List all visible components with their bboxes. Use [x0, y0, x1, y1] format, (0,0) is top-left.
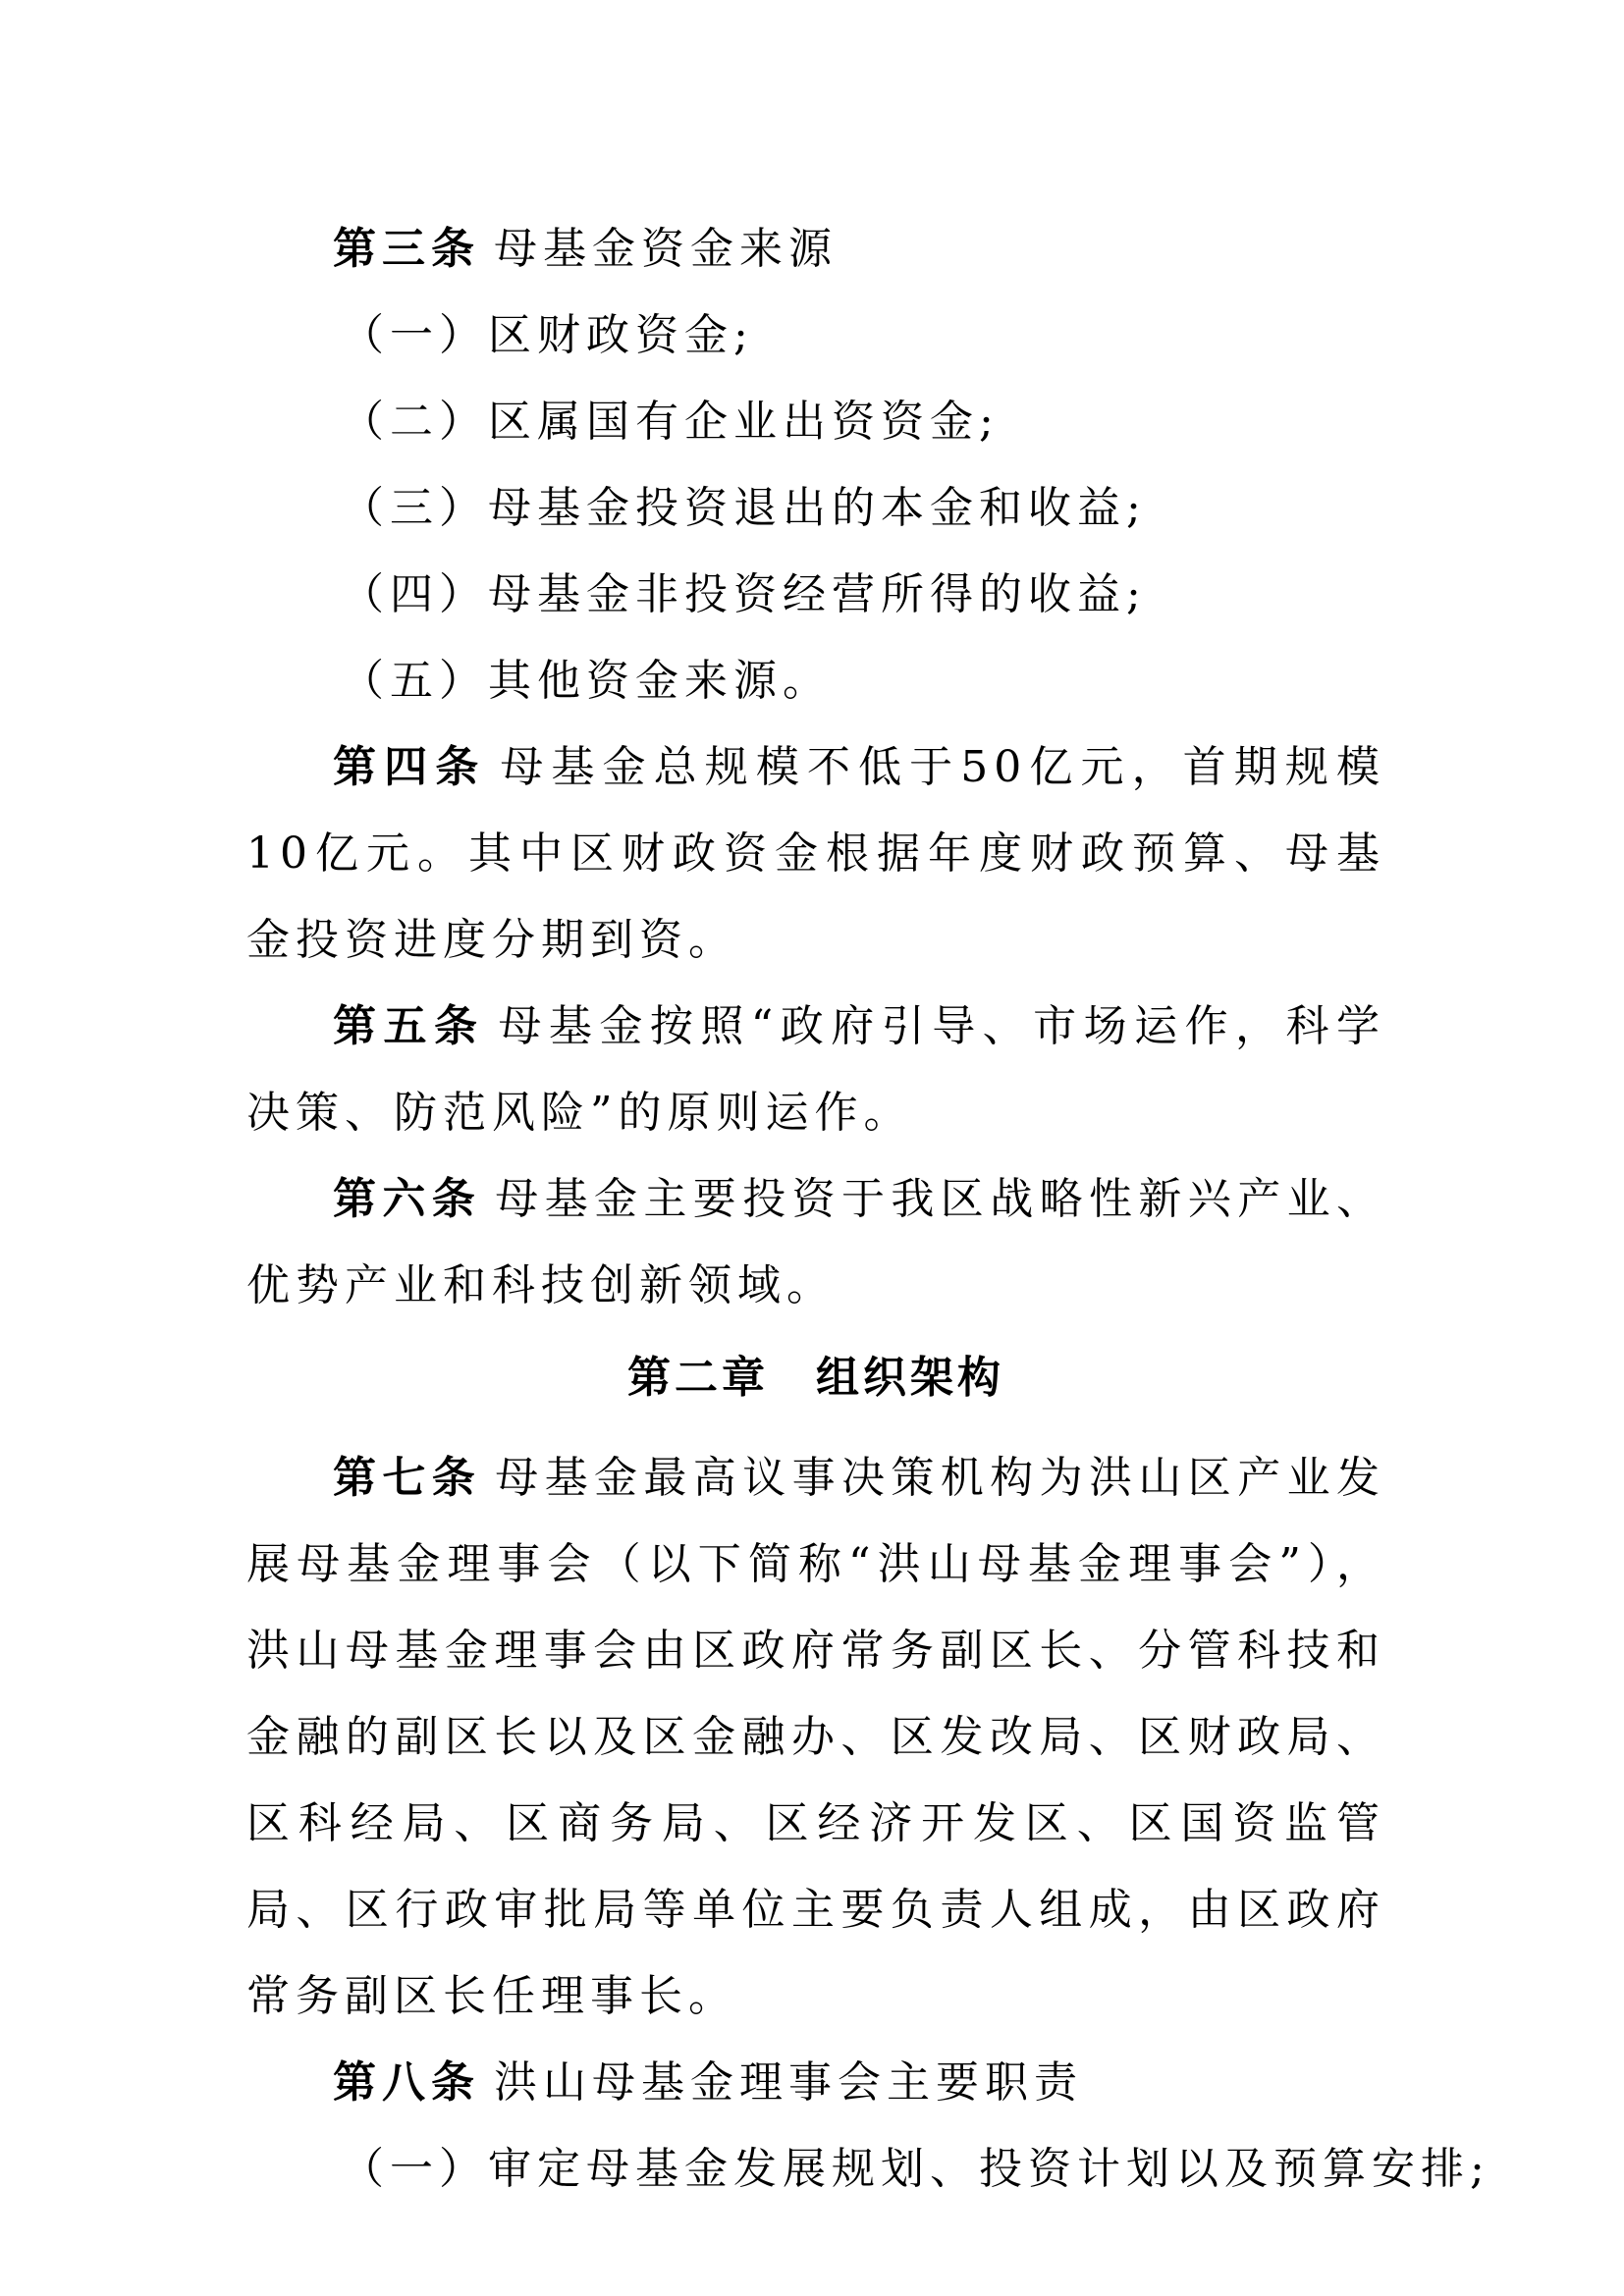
article-5-label: 第五条	[333, 1001, 485, 1051]
article-3-item-1: （一）区财政资金;	[341, 310, 754, 360]
article-7-text: 母基金最高议事决策机构为洪山区产业发展母基金理事会（以下简称“洪山母基金理事会”），洪山母基金理事会由区政府常务副区长、分管科技和金融的副区长以及区金融办、区发改局、区财政局、区科经局、区商务局、区经济开发区、区国资监管局、区行政审批局等单位主要负责人组成，由区政府常务副区长任理事长。	[246, 1453, 1386, 2021]
article-3-item-2: （二）区属国有企业出资资金;	[341, 397, 1000, 447]
article-3-item-3: （三）母基金投资退出的本金和收益;	[341, 483, 1147, 533]
article-3-label: 第三条	[333, 224, 480, 274]
article-3-item-5: （五）其他资金来源。	[341, 656, 832, 706]
article-4-text: 母基金总规模不低于50亿元，首期规模10亿元。其中区财政资金根据年度财政预算、母基金投资进度分期到资。	[246, 742, 1385, 965]
document-page	[246, 206, 1490, 2213]
chapter-2-title: 第二章 组织架构	[627, 1353, 1004, 1403]
article-8-label: 第八条	[333, 2057, 480, 2108]
article-7	[246, 1435, 1385, 2040]
article-6-label: 第六条	[333, 1174, 482, 1224]
article-8-heading	[246, 2040, 1385, 2126]
article-6-text: 母基金主要投资于我区战略性新兴产业、优势产业和科技创新领域。	[246, 1174, 1386, 1310]
article-3-item-4: （四）母基金非投资经营所得的收益;	[341, 569, 1147, 619]
article-3-title: 母基金资金来源	[494, 224, 838, 274]
article-3-heading	[246, 206, 1385, 293]
article-4	[246, 724, 1385, 984]
article-8-item-1: （一）审定母基金发展规划、投资计划以及预算安排;	[341, 2144, 1490, 2194]
article-4-label: 第四条	[333, 742, 487, 792]
article-5-text: 母基金按照“政府引导、市场运作，科学决策、防范风险”的原则运作。	[246, 1001, 1386, 1138]
article-5	[246, 984, 1385, 1156]
article-6	[246, 1156, 1385, 1329]
article-8-title: 洪山母基金理事会主要职责	[494, 2057, 1083, 2108]
article-7-label: 第七条	[333, 1453, 482, 1503]
